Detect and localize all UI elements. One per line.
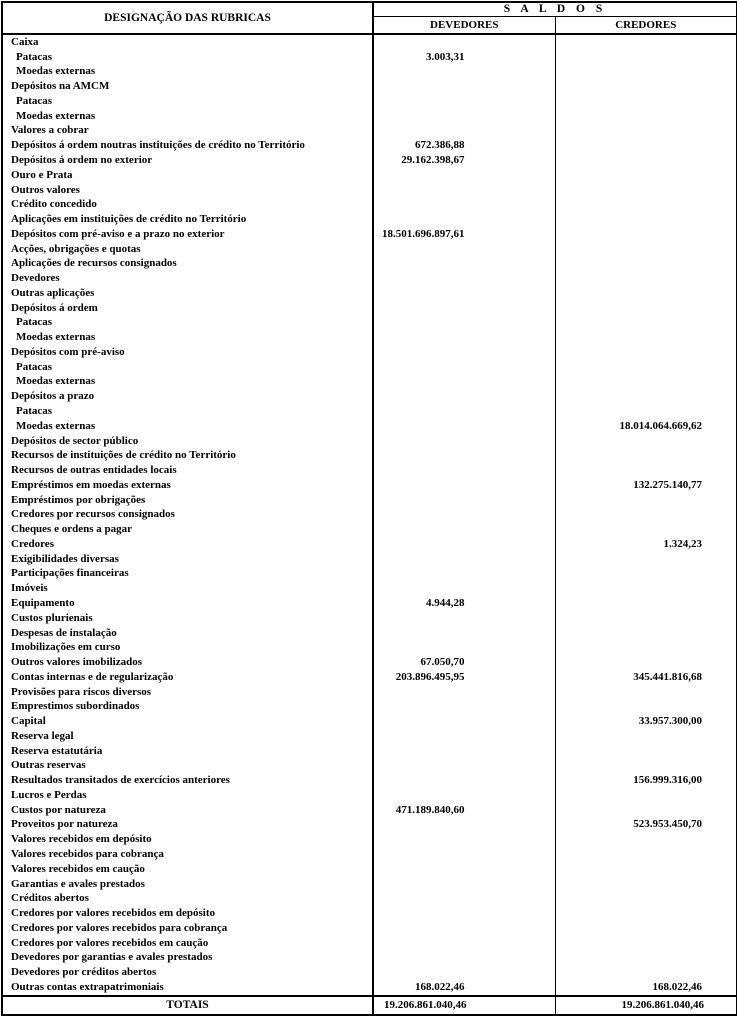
table-row — [2, 980, 737, 996]
table-row — [2, 256, 737, 271]
rubrica-label: Outros valores imobilizados — [2, 655, 373, 670]
devedores-value: 29.162.398,67 — [373, 153, 555, 168]
table-row — [2, 434, 737, 449]
rubrica-label: Valores a cobrar — [2, 124, 373, 139]
devedores-value — [373, 448, 555, 463]
credores-value — [555, 256, 737, 271]
credores-value — [555, 109, 737, 124]
balance-table — [1, 1, 737, 1016]
credores-value — [555, 744, 737, 759]
credores-value — [555, 877, 737, 892]
table-row — [2, 50, 737, 65]
table-row — [2, 744, 737, 759]
rubrica-label: Credores por valores recebidos para cobrança — [2, 921, 373, 936]
devedores-value — [373, 389, 555, 404]
rubrica-label: Caixa — [2, 34, 373, 50]
credores-value — [555, 567, 737, 582]
rubrica-label: Outras contas extrapatrimoniais — [2, 980, 373, 996]
devedores-value — [373, 345, 555, 360]
credores-value — [555, 375, 737, 390]
rubrica-label: Contas internas e de regularização — [2, 670, 373, 685]
credores-value: 156.999.316,00 — [633, 774, 702, 787]
header-credores: CREDORES — [555, 17, 737, 34]
credores-value — [555, 153, 737, 168]
rubrica-label: Reserva legal — [2, 729, 373, 744]
table-row — [2, 79, 737, 94]
table-row — [2, 493, 737, 508]
rubrica-label: Patacas — [2, 50, 373, 65]
devedores-value — [373, 375, 555, 390]
credores-value — [555, 197, 737, 212]
rubrica-label: Depósitos com pré-aviso e a prazo no exterior — [2, 227, 373, 242]
rubrica-label: Resultados transitados de exercícios anteriores — [2, 773, 373, 788]
credores-value — [555, 463, 737, 478]
rubrica-label: Moedas externas — [2, 375, 373, 390]
devedores-value — [373, 522, 555, 537]
devedores-value — [373, 508, 555, 523]
table-row — [2, 508, 737, 523]
table-row — [2, 153, 737, 168]
credores-value — [555, 94, 737, 109]
credores-value: 345.441.816,68 — [633, 670, 702, 683]
credores-value — [555, 316, 737, 331]
rubrica-label: Despesas de instalação — [2, 626, 373, 641]
rubrica-label: Credores por valores recebidos em depósito — [2, 906, 373, 921]
devedores-value — [373, 330, 555, 345]
table-row — [2, 803, 737, 818]
credores-value — [555, 936, 737, 951]
table-row — [2, 626, 737, 641]
devedores-value — [373, 493, 555, 508]
devedores-value — [373, 34, 555, 50]
table-row — [2, 463, 737, 478]
table-row — [2, 921, 737, 936]
credores-value: 1.324,23 — [663, 537, 702, 550]
devedores-value — [373, 685, 555, 700]
rubrica-label: Valores recebidos em caução — [2, 862, 373, 877]
devedores-value — [373, 256, 555, 271]
devedores-value — [373, 626, 555, 641]
credores-value — [555, 183, 737, 198]
devedores-value — [373, 109, 555, 124]
devedores-value — [373, 729, 555, 744]
devedores-value: 3.003,31 — [373, 50, 555, 65]
devedores-value — [373, 301, 555, 316]
table-row — [2, 389, 737, 404]
table-row — [2, 404, 737, 419]
devedores-value — [373, 65, 555, 80]
credores-value — [555, 65, 737, 80]
devedores-value — [373, 212, 555, 227]
table-row — [2, 729, 737, 744]
rubrica-label: Moedas externas — [2, 65, 373, 80]
credores-value — [555, 862, 737, 877]
devedores-value — [373, 537, 555, 552]
table-row — [2, 197, 737, 212]
table-row — [2, 581, 737, 596]
rubrica-label: Equipamento — [2, 596, 373, 611]
credores-value — [555, 242, 737, 257]
rubrica-label: Moedas externas — [2, 330, 373, 345]
rubrica-label: Devedores por créditos abertos — [2, 965, 373, 980]
credores-value — [555, 168, 737, 183]
table-row — [2, 699, 737, 714]
table-row — [2, 552, 737, 567]
rubrica-label: Participações financeiras — [2, 567, 373, 582]
rubrica-label: Imobilizações em curso — [2, 640, 373, 655]
credores-value — [555, 227, 737, 242]
credores-value — [555, 655, 737, 670]
rubrica-label: Depósitos na AMCM — [2, 79, 373, 94]
table-row — [2, 611, 737, 626]
table-row — [2, 862, 737, 877]
devedores-value — [373, 906, 555, 921]
table-row — [2, 596, 737, 611]
table-row — [2, 522, 737, 537]
table-row — [2, 168, 737, 183]
table-row — [2, 138, 737, 153]
table-row — [2, 242, 737, 257]
credores-value — [555, 891, 737, 906]
table-row — [2, 891, 737, 906]
devedores-value — [373, 965, 555, 980]
devedores-value: 203.896.495,95 — [373, 670, 555, 685]
devedores-value — [373, 124, 555, 139]
table-header — [2, 2, 737, 34]
credores-value — [555, 301, 737, 316]
table-row — [2, 847, 737, 862]
table-row — [2, 670, 737, 685]
rubrica-label: Credores por recursos consignados — [2, 508, 373, 523]
devedores-value: 672.386,88 — [373, 138, 555, 153]
credores-value — [555, 34, 737, 50]
table-row — [2, 375, 737, 390]
devedores-value: 67.050,70 — [373, 655, 555, 670]
rubrica-label: Empréstimos por obrigações — [2, 493, 373, 508]
credores-value: 33.957.300,00 — [638, 715, 702, 728]
rubrica-label: Provisões para riscos diversos — [2, 685, 373, 700]
rubrica-label: Outras aplicações — [2, 286, 373, 301]
credores-value — [555, 286, 737, 301]
devedores-value — [373, 567, 555, 582]
credores-value: 132.275.140,77 — [633, 478, 702, 491]
devedores-value — [373, 699, 555, 714]
table-row — [2, 640, 737, 655]
credores-value — [555, 404, 737, 419]
credores-value — [555, 699, 737, 714]
rubrica-label: Créditos abertos — [2, 891, 373, 906]
credores-value — [555, 360, 737, 375]
totals-label: TOTAIS — [2, 996, 373, 1015]
rubrica-label: Patacas — [2, 94, 373, 109]
rubrica-label: Devedores por garantias e avales prestados — [2, 950, 373, 965]
rubrica-label: Patacas — [2, 316, 373, 331]
credores-value — [555, 847, 737, 862]
table-row — [2, 832, 737, 847]
table-row — [2, 537, 737, 552]
header-devedores: DEVEDORES — [373, 17, 555, 34]
devedores-value: 18.501.696.897,61 — [373, 227, 555, 242]
table-row — [2, 655, 737, 670]
table-row — [2, 286, 737, 301]
table-row — [2, 212, 737, 227]
table-row — [2, 330, 737, 345]
rubrica-label: Custos plurienais — [2, 611, 373, 626]
table-row — [2, 109, 737, 124]
devedores-value — [373, 773, 555, 788]
credores-value — [555, 906, 737, 921]
devedores-value: 4.944,28 — [373, 596, 555, 611]
table-row — [2, 906, 737, 921]
table-row — [2, 478, 737, 493]
devedores-value — [373, 818, 555, 833]
table-row — [2, 567, 737, 582]
rubrica-label: Credores — [2, 537, 373, 552]
balance-sheet-document — [1, 1, 736, 1016]
devedores-value — [373, 891, 555, 906]
rubrica-label: Patacas — [2, 404, 373, 419]
credores-value — [555, 138, 737, 153]
table-row — [2, 316, 737, 331]
rubrica-label: Aplicações de recursos consignados — [2, 256, 373, 271]
devedores-value — [373, 183, 555, 198]
devedores-value — [373, 286, 555, 301]
rubrica-label: Depósitos á ordem — [2, 301, 373, 316]
table-row — [2, 818, 737, 833]
rubrica-label: Depósitos a prazo — [2, 389, 373, 404]
header-designacao-das-rubricas: DESIGNAÇÃO DAS RUBRICAS — [2, 2, 373, 34]
devedores-value — [373, 79, 555, 94]
rubrica-label: Garantias e avales prestados — [2, 877, 373, 892]
totals-devedores-value: 19.206.861.040,46 — [373, 996, 555, 1015]
rubrica-label: Recursos de instituições de crédito no Território — [2, 448, 373, 463]
devedores-value — [373, 434, 555, 449]
devedores-value — [373, 877, 555, 892]
table-row — [2, 448, 737, 463]
devedores-value — [373, 936, 555, 951]
rubrica-label: Cheques e ordens a pagar — [2, 522, 373, 537]
table-body — [2, 34, 737, 996]
devedores-value — [373, 419, 555, 434]
credores-value: 18.014.064.669,62 — [619, 419, 702, 432]
table-row — [2, 936, 737, 951]
rubrica-label: Credores por valores recebidos em caução — [2, 936, 373, 951]
table-row — [2, 301, 737, 316]
table-row — [2, 965, 737, 980]
table-row — [2, 345, 737, 360]
rubrica-label: Capital — [2, 714, 373, 729]
table-row — [2, 685, 737, 700]
rubrica-label: Emprestimos subordinados — [2, 699, 373, 714]
rubrica-label: Valores recebidos para cobrança — [2, 847, 373, 862]
header-saldos: S A L D O S — [373, 2, 737, 17]
devedores-value — [373, 360, 555, 375]
devedores-value — [373, 640, 555, 655]
table-row — [2, 788, 737, 803]
devedores-value — [373, 611, 555, 626]
credores-value — [555, 611, 737, 626]
credores-value — [555, 345, 737, 360]
rubrica-label: Depósitos de sector público — [2, 434, 373, 449]
rubrica-label: Proveitos por natureza — [2, 818, 373, 833]
devedores-value — [373, 788, 555, 803]
rubrica-label: Reserva estatutária — [2, 744, 373, 759]
devedores-value — [373, 921, 555, 936]
devedores-value — [373, 581, 555, 596]
totals-credores-value: 19.206.861.040,46 — [555, 996, 737, 1015]
rubrica-label: Recursos de outras entidades locais — [2, 463, 373, 478]
rubrica-label: Exigibilidades diversas — [2, 552, 373, 567]
table-row — [2, 714, 737, 729]
devedores-value — [373, 94, 555, 109]
rubrica-label: Imóveis — [2, 581, 373, 596]
devedores-value — [373, 552, 555, 567]
devedores-value — [373, 478, 555, 493]
rubrica-label: Lucros e Perdas — [2, 788, 373, 803]
credores-value: 168.022,46 — [652, 980, 702, 993]
credores-value — [555, 640, 737, 655]
table-row — [2, 227, 737, 242]
rubrica-label: Ouro e Prata — [2, 168, 373, 183]
rubrica-label: Patacas — [2, 360, 373, 375]
devedores-value — [373, 463, 555, 478]
credores-value — [555, 832, 737, 847]
table-row — [2, 94, 737, 109]
devedores-value — [373, 404, 555, 419]
devedores-value — [373, 759, 555, 774]
devedores-value: 471.189.840,60 — [373, 803, 555, 818]
credores-value — [555, 596, 737, 611]
table-row — [2, 950, 737, 965]
rubrica-label: Outras reservas — [2, 759, 373, 774]
rubrica-label: Valores recebidos em depósito — [2, 832, 373, 847]
devedores-value — [373, 847, 555, 862]
credores-value — [555, 685, 737, 700]
credores-value — [555, 788, 737, 803]
rubrica-label: Depósitos á ordem no exterior — [2, 153, 373, 168]
credores-value — [555, 759, 737, 774]
credores-value — [555, 729, 737, 744]
credores-value — [555, 552, 737, 567]
totals-row — [2, 996, 737, 1015]
rubrica-label: Crédito concedido — [2, 197, 373, 212]
table-row — [2, 124, 737, 139]
devedores-value — [373, 242, 555, 257]
credores-value — [555, 79, 737, 94]
rubrica-label: Depósitos á ordem noutras instituições de crédito no Território — [2, 138, 373, 153]
rubrica-label: Custos por natureza — [2, 803, 373, 818]
credores-value — [555, 50, 737, 65]
rubrica-label: Acções, obrigações e quotas — [2, 242, 373, 257]
devedores-value — [373, 744, 555, 759]
devedores-value — [373, 714, 555, 729]
credores-value — [555, 508, 737, 523]
rubrica-label: Outros valores — [2, 183, 373, 198]
credores-value — [555, 434, 737, 449]
table-row — [2, 360, 737, 375]
credores-value — [555, 271, 737, 286]
rubrica-label: Devedores — [2, 271, 373, 286]
devedores-value — [373, 168, 555, 183]
credores-value — [555, 212, 737, 227]
table-row — [2, 773, 737, 788]
credores-value — [555, 950, 737, 965]
credores-value — [555, 626, 737, 641]
rubrica-label: Moedas externas — [2, 419, 373, 434]
credores-value — [555, 389, 737, 404]
rubrica-label: Moedas externas — [2, 109, 373, 124]
rubrica-label: Empréstimos em moedas externas — [2, 478, 373, 493]
devedores-value — [373, 832, 555, 847]
devedores-value — [373, 197, 555, 212]
credores-value — [555, 581, 737, 596]
credores-value — [555, 965, 737, 980]
credores-value — [555, 448, 737, 463]
devedores-value — [373, 316, 555, 331]
table-row — [2, 271, 737, 286]
rubrica-label: Aplicações em instituições de crédito no Território — [2, 212, 373, 227]
credores-value — [555, 803, 737, 818]
credores-value — [555, 330, 737, 345]
devedores-value: 168.022,46 — [373, 980, 555, 996]
table-row — [2, 34, 737, 50]
credores-value — [555, 493, 737, 508]
table-row — [2, 419, 737, 434]
devedores-value — [373, 271, 555, 286]
devedores-value — [373, 862, 555, 877]
credores-value — [555, 921, 737, 936]
rubrica-label: Depósitos com pré-aviso — [2, 345, 373, 360]
credores-value — [555, 522, 737, 537]
credores-value — [555, 124, 737, 139]
table-row — [2, 877, 737, 892]
credores-value: 523.953.450,70 — [633, 818, 702, 831]
table-row — [2, 183, 737, 198]
devedores-value — [373, 950, 555, 965]
table-row — [2, 65, 737, 80]
table-row — [2, 759, 737, 774]
